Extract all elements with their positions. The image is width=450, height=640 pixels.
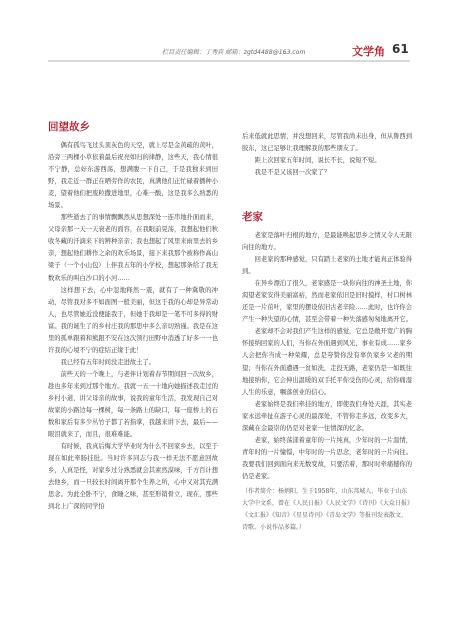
article-hometown-memories xyxy=(48,120,218,513)
article-paragraph: 我是不是又该回一次家了？ xyxy=(254,169,331,177)
article-paragraph: 老家却不会对我们产生这样的感觉，它总是敞开宽广的胸怀接纳回家的人们，当你在外面遇到风光，事业有成……家乡人会把你当成一种荣耀，总是夸赞你没有辜负家乡父老的期望；当你在外面遭遇一贫如洗，走投无路，老家仍是一如既往地接纳你，它会伸出温暖的双手托平你受伤的心灵，给你痛湿人生的乐意，嘱落创业的信心。 xyxy=(242,328,413,396)
page-number: 61 xyxy=(392,42,409,56)
article-paragraph: 这样想下去，心中忽地释然一震，就有了一种冀敬的冲动，尽管我对多不如面图一般美丽，但这于我的心却是异常动人，也尽管她近没便能我于，但她于我却是一笔不可多得的财富。我的诞生了的乡村庄我的那思中多么亲切熟谨。我是在这里的孤单跟着和熊跟不安在这次领行田野中消透了好多一一也许我的心境不宁的症结正缘于此！ xyxy=(48,286,219,354)
column-editor-info: 栏目责任编辑：丁秀宾 邮箱：zgtd4488@163.com xyxy=(162,49,306,56)
article-title: 回望故乡 xyxy=(48,121,90,133)
author-bio: （作者简介：杨炳阳，生于1958年，山东邦城人，毕业于山东大学中文系，曾在《人民日报》《人民文学》《诗刊》《大众日报》《文汇报》《知音》《星星诗刊》《青岛文学》等报刊发表散文、诗歌、小说作品多篇。） xyxy=(242,487,411,531)
article-old-home xyxy=(242,210,412,534)
article-paragraph: 距上次回家五年时间，说长不长，说短不短。 xyxy=(254,157,381,165)
article-paragraph: 前些天的一个晚上，与老伴计划着春节期间回一次故乡，趁也多年来到过那个地方。我就一五一十地向她描述我走过的乡村小道，讲父母亲的故事，说我的童年生活，我发现自己对故家的小路边每一棵树，每一条路上的缺口，每一座桥上的石数和家后有多少丛竹子都了若指掌，我越来讲下去，最后——眼泪就来了，而且，很难难能。 xyxy=(48,370,219,439)
article-paragraph: 回老家的那种感觉，只有踏上老家的土地才能真正体验得到。 xyxy=(242,256,413,276)
article-title: 老家 xyxy=(242,211,263,223)
article-paragraph: 那些逝去了的事情飘飘然从思想深处一连串地扑面而来，父母亲那一天一天衰老的面容，在我眼前晃荡，我想起他们秋收冬藏的汗滴来下的辨种亲亲；我也想起了风里来雨里去的乡亲，想起他们耕作之余的欢乐场景，接下来我那个被称作高山梁子（一个小山包）上伴我五年的小学校，想起那条给了我无数欢乐的叫白沙口的小河…… xyxy=(48,214,219,282)
header-divider xyxy=(48,60,410,62)
article-continuation xyxy=(242,131,412,179)
article-paragraph: 在异乡漂泊了很久，老家感是一块你向往的神圣土地，你渴望老家安得美丽富裕，然而老家依旧是旧时摸样，村口树林还是一片茁叶，家里的摆设依旧古老辛险……此时，也许你会产生一种失望的心情，甚至会带着一种失落感匆匆地离开它。 xyxy=(242,280,413,324)
article-paragraph: 我已经有五年时间没走进故土了。 xyxy=(60,358,156,366)
article-paragraph: 后来低就此思情，并没想回来，尽管我尚未出身，但从鲁西到胶东，这已足够让我理解我的那些朋友了。 xyxy=(242,133,413,153)
article-paragraph: 偶有孤鸟飞过头顶灰色的天空，就上尽是金黄疏的黄叶，沿旁三两棵小草依着最后祝亮如归的律静，这些天，我心情很不宁静，总好东游西荡，想满腹一下自己，于是我独来到田野，我走近一群正在晒劳作的农民，真满他们正忙碌着播种小麦，望着他们把废粒撒进地里，心难一酸，这是我多么熟悉的场景。 xyxy=(48,142,219,210)
article-paragraph: 老家，始终荡漾着童年的一片纯真，少年时的一片温情，青年时的一片憧憬，中年时的一片思念，老年时的一片向往。我要我们回到面向来无数变故，只要活着，那时时牵痛撼你的仍是老家。 xyxy=(242,436,413,480)
article-paragraph: 老家是落叶归根的地方，是最能唤起思乡之情又令人无限向往的地方。 xyxy=(242,232,413,252)
article-paragraph: 有时候，我真后悔大学毕业时为什么不回家乡去，以至于现在如此牵肠挂肚。当时许多同志与我一样无法不愿意回故乡，人真是怪，对家乡过分熟悉就会其素然漠味，千方百计想去他乡，而一旦较长时间离开那个生养之所，心中又对其充满思念。为此全卧不宁，食睡之味，甚至形销骨立，现在，那些到北上广深的同学怕 xyxy=(48,443,219,511)
article-paragraph: 老家始终是我们牵挂的地方，即使我们身处天涯，其实老家永远牵扯在游子心灵的最深处，不管你走多远，改变多大，深藏在金最崇的仍是对老家一往情深的忆念。 xyxy=(242,400,413,432)
section-name: 文学角 xyxy=(352,45,385,58)
